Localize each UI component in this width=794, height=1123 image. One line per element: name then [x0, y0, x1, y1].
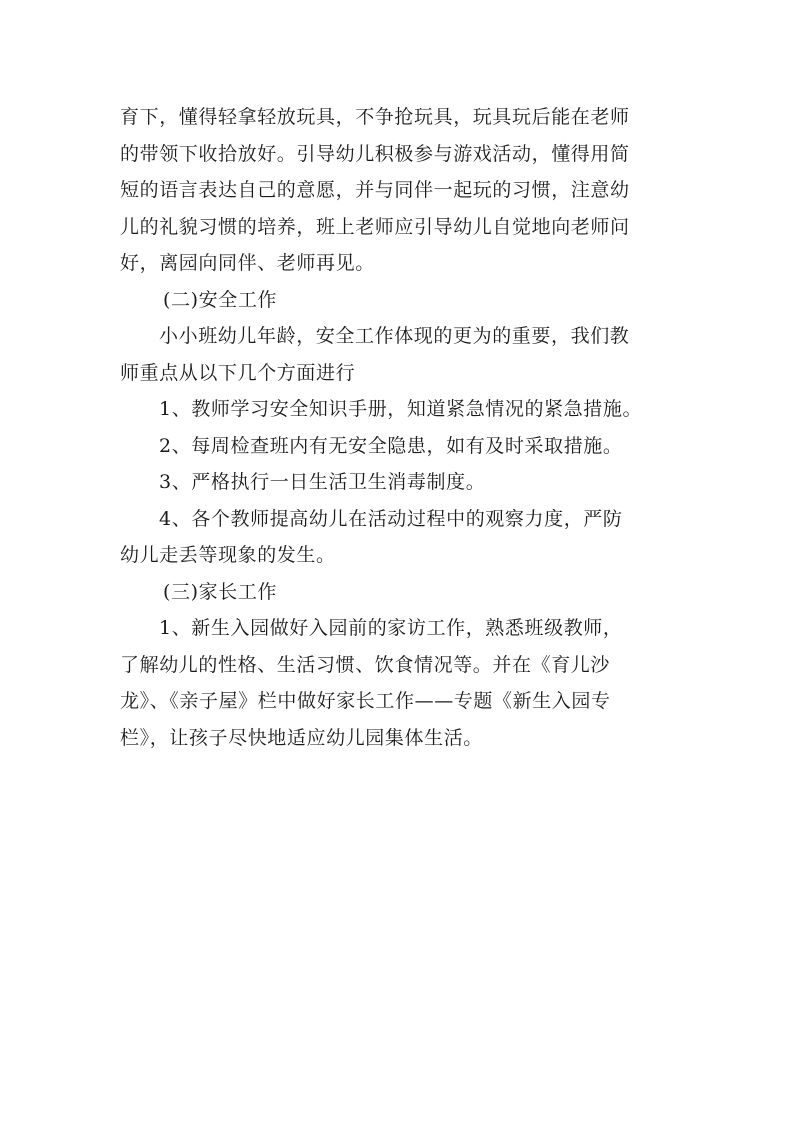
paragraph-line: 龙》、《亲子屋》栏中做好家长工作——专题《新生入园专 — [120, 690, 611, 712]
paragraph-line: 小小班幼儿年龄，安全工作体现的更为的重要，我们教 — [159, 325, 630, 347]
paragraph-line: 栏》，让孩子尽快地适应幼儿园集体生活。 — [120, 726, 483, 749]
list-item: 4、各个教师提高幼儿在活动过程中的观察力度，严防 — [159, 507, 623, 530]
paragraph-line: 师重点从以下几个方面进行 — [120, 361, 356, 384]
list-item: 1、教师学习安全知识手册，知道紧急情况的紧急措施。 — [159, 398, 643, 420]
section-heading-parents: (三)家长工作 — [163, 580, 278, 603]
section-heading-safety: (二)安全工作 — [163, 288, 278, 311]
list-item: 1、新生入园做好入园前的家访工作，熟悉班级教师， — [159, 617, 623, 639]
paragraph-line: 幼儿走丢等现象的发生。 — [120, 544, 336, 566]
list-item: 3、严格执行一日生活卫生消毒制度。 — [159, 471, 486, 493]
paragraph-line: 育下，懂得轻拿轻放玩具，不争抢玩具，玩具玩后能在老师 — [120, 106, 630, 128]
document-body — [120, 99, 676, 756]
paragraph-line: 短的语言表达自己的意愿，并与同伴一起玩的习惯，注意幼 — [120, 179, 630, 201]
paragraph-line: 了解幼儿的性格、生活习惯、饮食情况等。并在《育儿沙 — [120, 653, 611, 676]
paragraph-line: 的带领下收拾放好。引导幼儿积极参与游戏活动，懂得用简 — [120, 142, 630, 165]
list-item: 2、每周检查班内有无安全隐患，如有及时采取措施。 — [159, 434, 623, 457]
paragraph-line: 好，离园向同伴、老师再见。 — [120, 252, 375, 274]
paragraph-line: 儿的礼貌习惯的培养，班上老师应引导幼儿自觉地向老师问 — [120, 215, 630, 238]
